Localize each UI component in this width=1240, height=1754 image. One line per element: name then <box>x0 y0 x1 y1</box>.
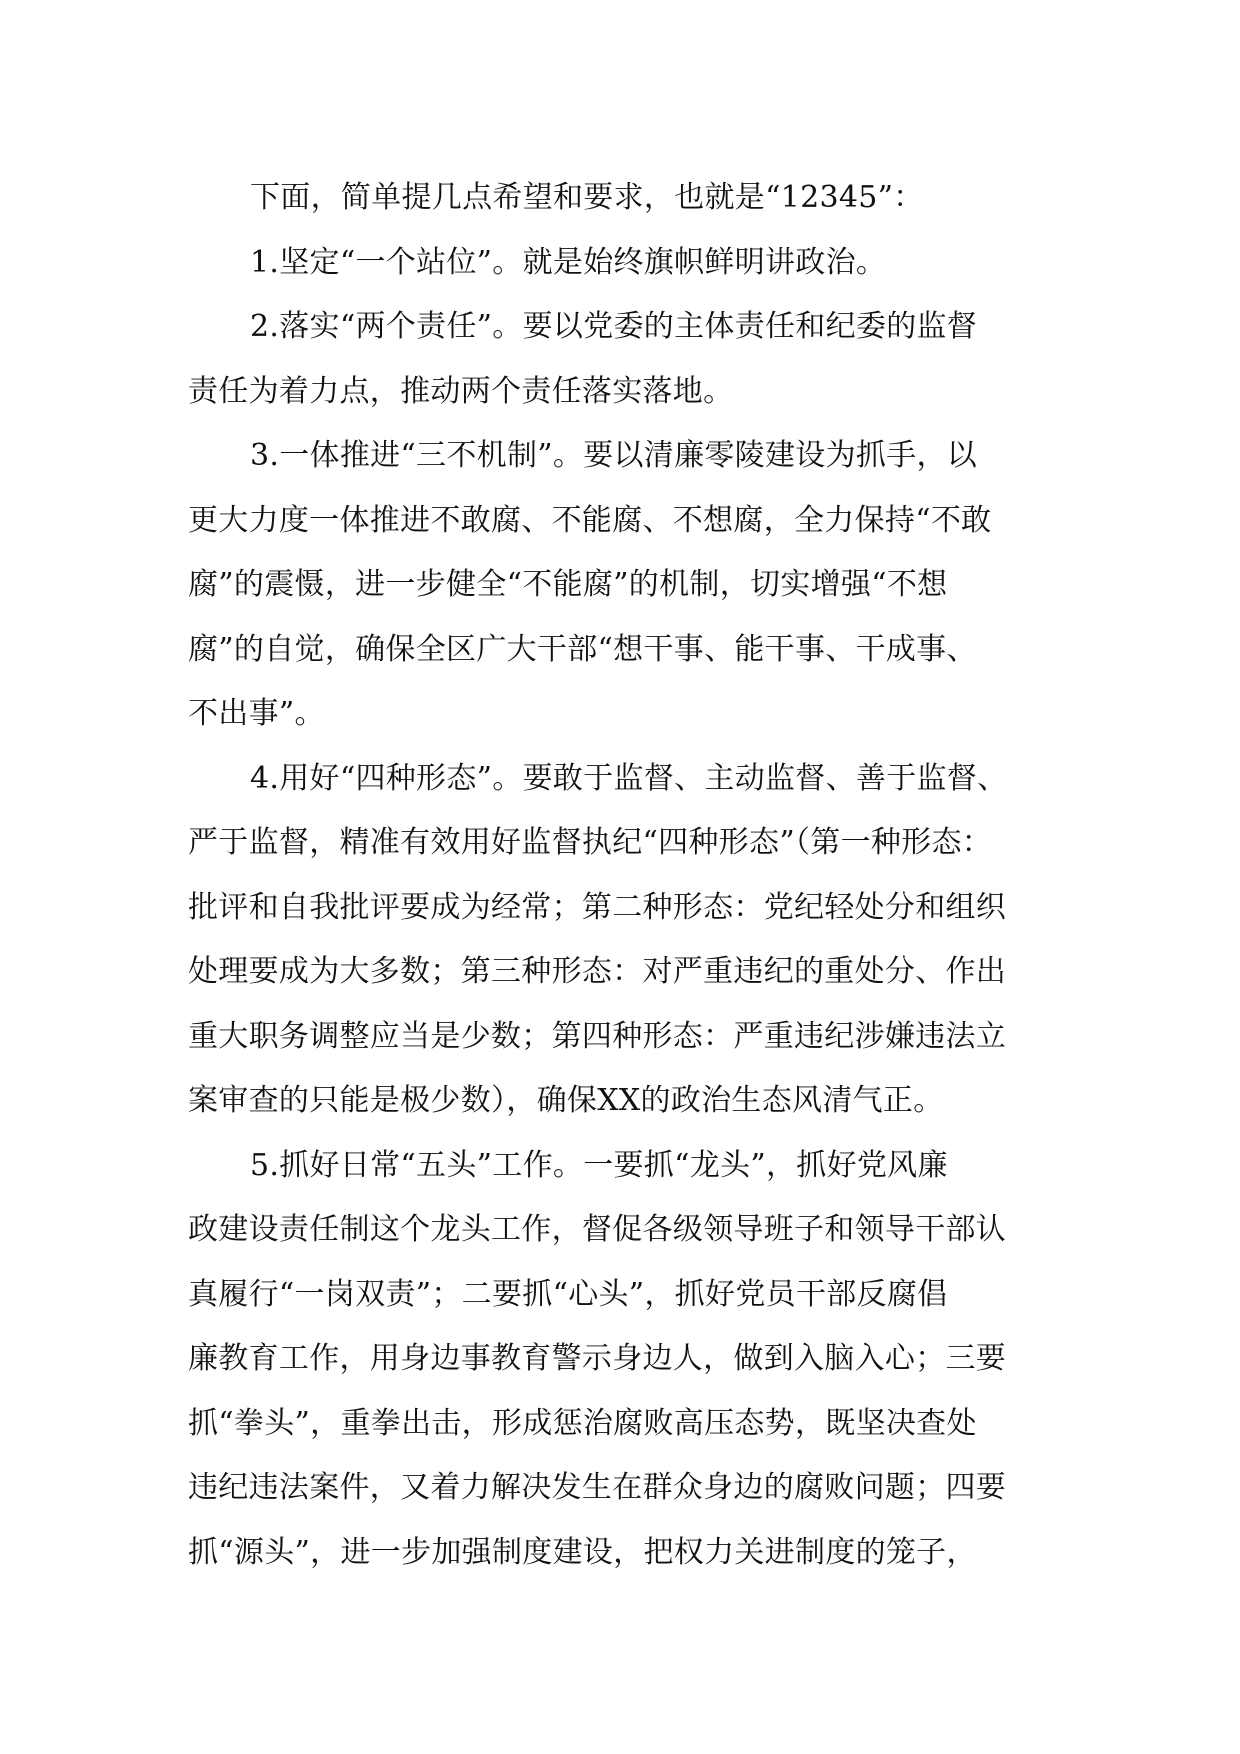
paragraph-5-line-5: 抓“拳头”，重拳出击，形成惩治腐败高压态势，既坚决查处 <box>188 1405 977 1441</box>
paragraph-3-line-5: 不出事”。 <box>188 696 325 731</box>
paragraph-2-line-1: 2.落实“两个责任”。要以党委的主体责任和纪委的监督 <box>250 309 978 344</box>
paragraph-4-line-5: 重大职务调整应当是少数；第四种形态：严重违纪涉嫌违法立 <box>188 1018 1007 1054</box>
paragraph-5-line-7: 抓“源头”，进一步加强制度建设，把权力关进制度的笼子， <box>188 1534 977 1570</box>
paragraph-4-line-2: 严于监督，精准有效用好监督执纪“四种形态”（第一种形态： <box>188 825 993 860</box>
paragraph-4-line-3: 批评和自我批评要成为经常；第二种形态：党纪轻处分和组织 <box>188 889 1007 925</box>
paragraph-3-line-4: 腐”的自觉，确保全区广大干部“想干事、能干事、干成事、 <box>188 631 977 667</box>
paragraph-5-line-1: 5.抓好日常“五头”工作。一要抓“龙头”，抓好党风廉 <box>250 1147 948 1183</box>
body-text <box>188 166 1080 1585</box>
paragraph-2-line-2: 责任为着力点，推动两个责任落实落地。 <box>188 373 734 409</box>
paragraph-5-line-3: 真履行“一岗双责”；二要抓“心头”，抓好党员干部反腐倡 <box>188 1276 948 1312</box>
paragraph-3-line-1: 3.一体推进“三不机制”。要以清廉零陵建设为抓手，以 <box>250 438 978 473</box>
paragraph-5-line-2: 政建设责任制这个龙头工作，督促各级领导班子和领导干部认 <box>188 1212 1007 1247</box>
paragraph-4-line-4: 处理要成为大多数；第三种形态：对严重违纪的重处分、作出 <box>188 954 1007 989</box>
paragraph-intro-line-1: 下面，简单提几点希望和要求，也就是“12345”： <box>250 180 924 215</box>
paragraph-5-line-4: 廉教育工作，用身边事教育警示身边人，做到入脑入心；三要 <box>188 1341 1007 1376</box>
paragraph-4-line-1: 4.用好“四种形态”。要敢于监督、主动监督、善于监督、 <box>250 760 1008 796</box>
paragraph-3-line-2: 更大力度一体推进不敢腐、不能腐、不想腐，全力保持“不敢 <box>188 502 992 538</box>
paragraph-1-line-1: 1.坚定“一个站位”。就是始终旗帜鲜明讲政治。 <box>250 244 887 280</box>
paragraph-4-line-6: 案审查的只能是极少数），确保XX的政治生态风清气正。 <box>188 1083 944 1118</box>
paragraph-3-line-3: 腐”的震慑，进一步健全“不能腐”的机制，切实增强“不想 <box>188 567 948 602</box>
paragraph-5-line-6: 违纪违法案件，又着力解决发生在群众身边的腐败问题；四要 <box>188 1470 1007 1505</box>
